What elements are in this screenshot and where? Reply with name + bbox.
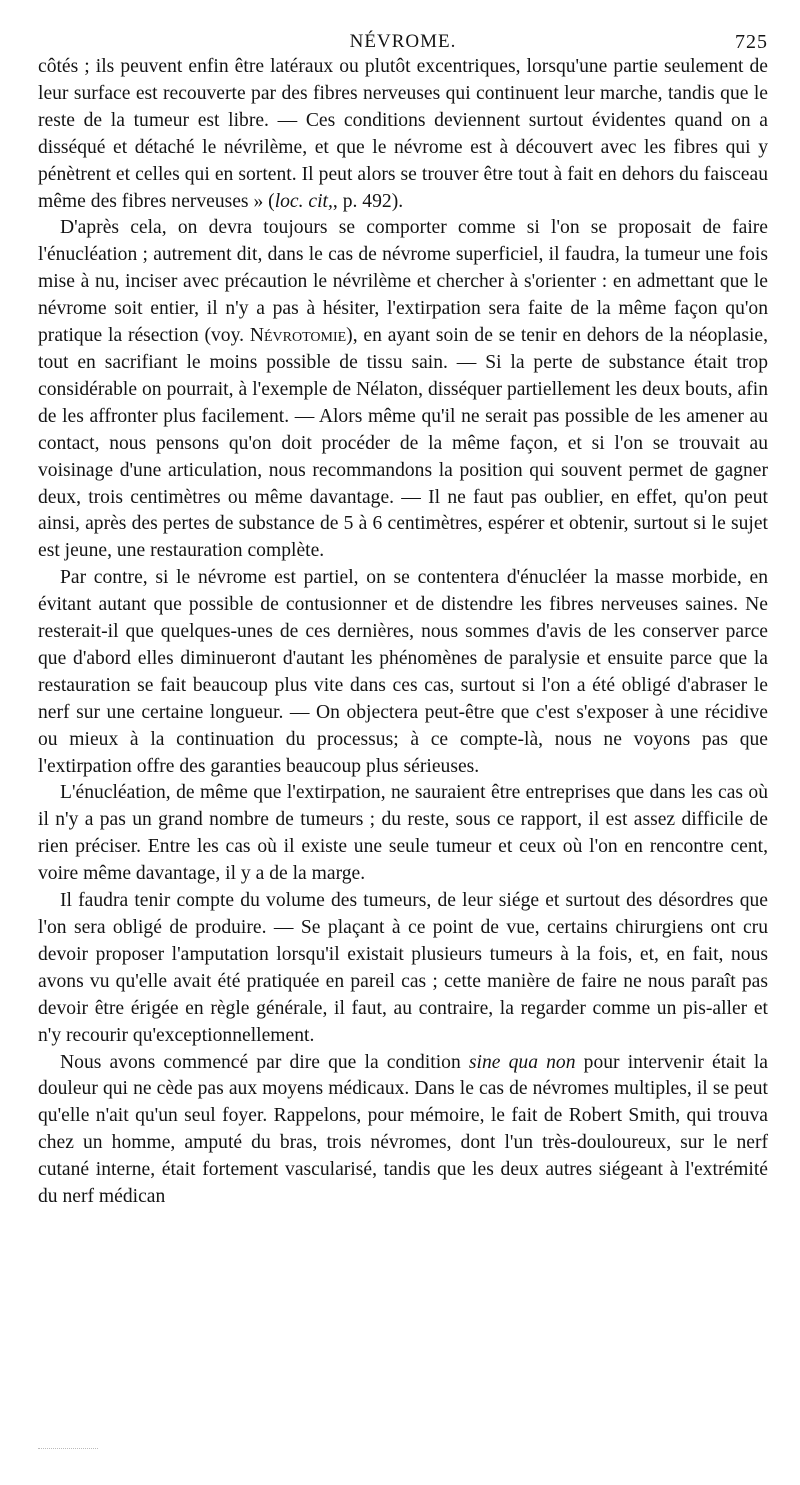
book-page (38, 26, 768, 1211)
paragraph-5 (38, 888, 768, 1049)
text-run: L'énucléation, de même que l'extirpation, ne sauraient être entreprises que dans les cas où il n'y a pas un grand nombre de tumeurs ; du reste, sous ce rapport, il est assez difficile de rien préciser. Entre les cas où il existe une seule tumeur et ceux où l'on en rencontre cent, voire même davantage, il y a de la marge. (38, 782, 768, 885)
text-run: pour intervenir était la douleur qui ne cède pas aux moyens médicaux. Dans le cas de névromes multiples, il se peut qu'elle n'ait qu'un seul foyer. Rappelons, pour mémoire, le fait de Robert Smith, qui trouva chez un homme, amputé du bras, trois névromes, dont l'un très-douloureux, sur le nerf cutané interne, était fortement vascularisé, tandis que les deux autres siégeant à l'extrémité du nerf médican (38, 1051, 768, 1208)
body-text (38, 54, 768, 1211)
paragraph-2 (38, 215, 768, 565)
text-run: côtés ; ils peuvent enfin être latéraux ou plutôt excentriques, lorsqu'une partie seulement de leur surface est recouverte par des fibres nerveuses qui continuent leur marche, tandis que le reste de la tumeur est libre. — Ces conditions deviennent surtout évidentes quand on a disséqué et détaché le névrilème, et que le névrome est à découvert avec les fibres qui y pénètrent et celles qui en sortent. Il peut alors se trouver être tout à fait en dehors du faisceau même des fibres nerveuses » ( (38, 56, 768, 212)
footer-marks (38, 1448, 98, 1451)
text-run: Nous avons commencé par dire que la condition (60, 1051, 469, 1073)
text-smallcaps: Névrotomie (249, 325, 347, 347)
paragraph-4 (38, 780, 768, 888)
text-run: Il faudra tenir compte du volume des tumeurs, de leur siége et surtout des désordres que l'on sera obligé de produire. — Se plaçant à ce point de vue, certains chirurgiens ont cru devoir proposer l'amputation lorsqu'il existait plusieurs tumeurs à la fois, et, en fait, nous avons vu qu'elle avait été pratiquée en pareil cas ; cette manière de faire ne nous paraît pas devoir être érigée en règle générale, il faut, au contraire, la regarder comme un pis-aller et n'y recourir qu'exceptionnellement. (38, 890, 768, 1046)
text-run: D'après cela, on devra toujours se comporter comme si l'on se proposait de faire l'énucléation ; autrement dit, dans le cas de névrome superficiel, il faudra, la tumeur une fois mise à nu, inciser avec précaution le névrilème et chercher à s'orienter : en admettant que le névrome soit entier, il n'y a pas à hésiter, l'extirpation sera faite de la même façon qu'on pratique la résection (voy. (38, 217, 768, 347)
running-title: NÉVROME. (349, 31, 457, 52)
paragraph-6 (38, 1050, 768, 1211)
text-italic: sine qua non (468, 1051, 576, 1073)
page-number: 725 (735, 31, 768, 53)
text-run: , p. 492). (332, 190, 404, 212)
running-head (38, 26, 768, 54)
text-run: Par contre, si le névrome est partiel, on se contentera d'énucléer la masse morbide, en évitant autant que possible de contusionner et de distendre les fibres nerveuses saines. Ne resterait-il que quelques-unes de ces dernières, nous sommes d'avis de les conserver parce que d'abord elles diminueront d'autant les phénomènes de paralysie et ensuite parce que la restauration se fait beaucoup plus vite dans ces cas, surtout si l'on a été obligé d'abraser le nerf sur une certaine longueur. — On objectera peut-être que c'est s'exposer à une récidive ou mieux à la continuation du processus; à ce compte-là, nous ne voyons pas que l'extirpation offre des garanties beaucoup plus sérieuses. (38, 567, 768, 777)
paragraph-3 (38, 565, 768, 780)
text-run: ), en ayant soin de se tenir en dehors de la néoplasie, tout en sacrifiant le moins possible de tissu sain. — Si la perte de substance était trop considérable on pourrait, à l'exemple de Nélaton, disséquer partiellement les deux bouts, afin de les affronter plus facilement. — Alors même qu'il ne serait pas possible de les amener au contact, nous pensons qu'on doit procéder de la même façon, et si l'on se trouvait au voisinage d'une articulation, nous recommandons la position qui souvent permet de gagner deux, trois centimètres ou même davantage. — Il ne faut pas oublier, en effet, qu'on peut ainsi, après des pertes de substance de 5 à 6 centimètres, espérer et obtenir, surtout si le sujet est jeune, une restauration complète. (38, 325, 768, 562)
text-italic: loc. cit, (274, 190, 333, 212)
paragraph-1 (38, 54, 768, 215)
